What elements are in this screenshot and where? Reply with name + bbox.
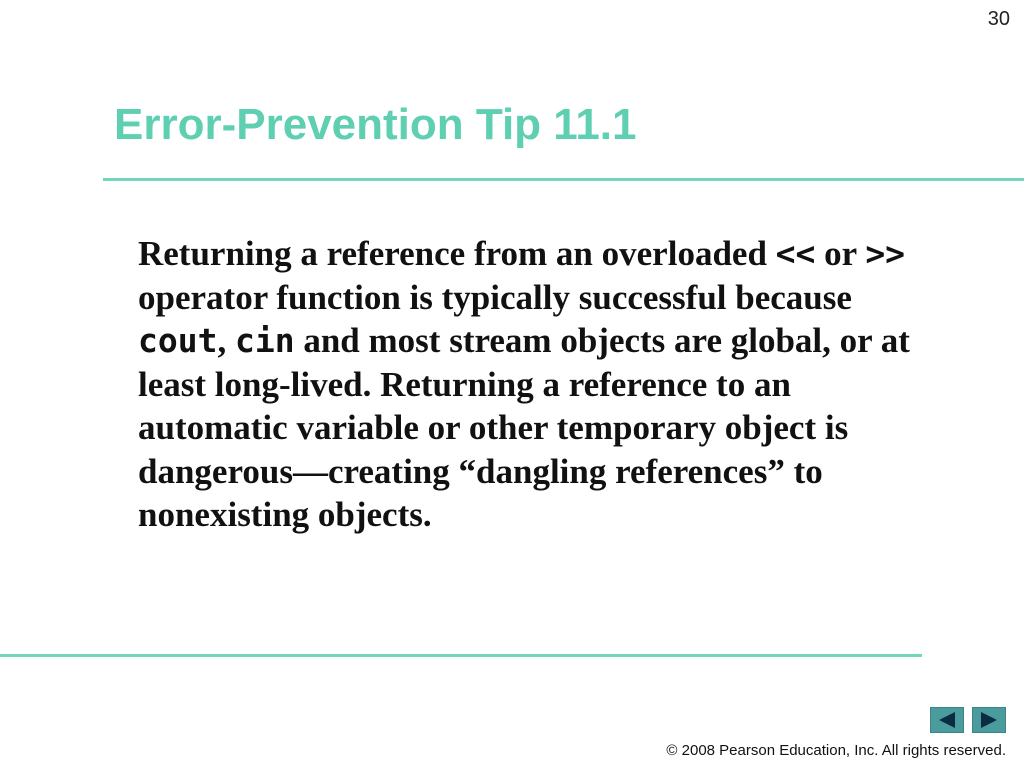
slide-navigation: [930, 707, 1006, 733]
code-right-shift: >>: [865, 234, 906, 273]
next-slide-button[interactable]: [972, 707, 1006, 733]
body-text-5: and most stream objects are global, or at least long-lived. Returning a reference to an automatic variable or other temporary object is dangerous—creating “dangling references” to nonexisting objects.: [138, 321, 910, 534]
tip-body: [138, 232, 938, 537]
body-text-1: Returning a reference from an overloaded: [138, 234, 776, 273]
title-divider: [103, 178, 1024, 181]
footer-divider: [0, 654, 922, 657]
copyright-notice: © 2008 Pearson Education, Inc. All rights reserved.: [666, 742, 1006, 759]
code-cin: cin: [234, 321, 295, 360]
slide-title: Error-Prevention Tip 11.1: [114, 100, 637, 149]
slide-number: 30: [987, 8, 1010, 30]
code-left-shift: <<: [775, 234, 816, 273]
body-text-3: operator function is typically successful because: [138, 277, 852, 317]
body-text-4: ,: [217, 321, 235, 360]
code-cout: cout: [138, 321, 218, 360]
triangle-right-icon: [979, 711, 999, 729]
triangle-left-icon: [937, 711, 957, 729]
previous-slide-button[interactable]: [930, 707, 964, 733]
body-text-2: or: [815, 234, 866, 273]
